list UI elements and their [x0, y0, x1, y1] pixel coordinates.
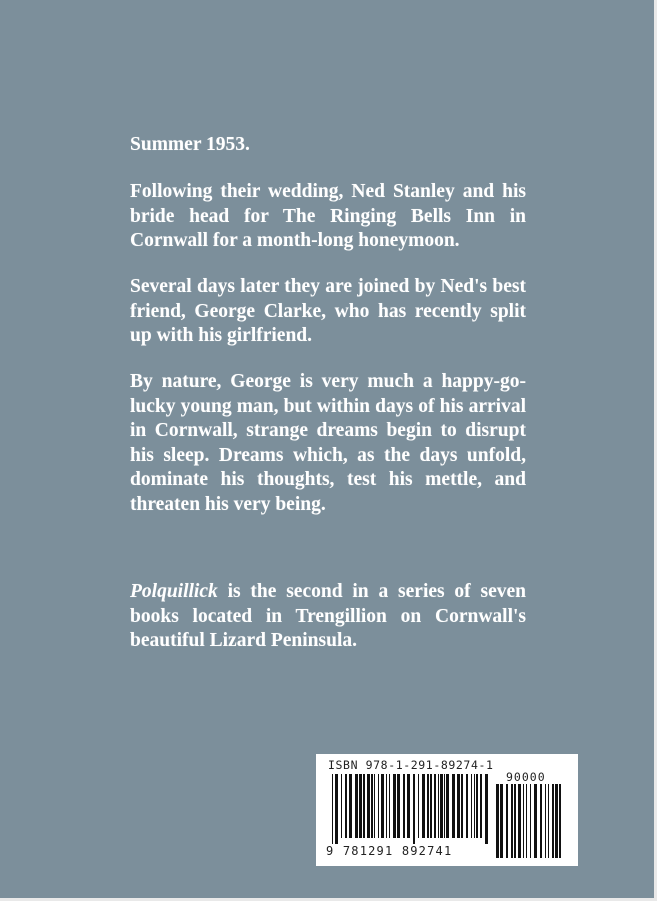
blurb-paragraph-3: By nature, George is very much a happy-go-lucky young man, but within days of his arrival in Cornwall, strange dreams begin to disrupt his sleep. Dreams which, as the days unfold, dominate his thoughts, test his mettle, and threaten his very being. [130, 371, 526, 515]
series-note [130, 580, 526, 654]
series-title: Polquillick [130, 581, 218, 602]
main-barcode-bars-graphic [332, 774, 492, 844]
price-code: 90000 [506, 770, 546, 784]
blurb-paragraph-2: Several days later they are joined by Ned's best friend, George Clarke, who has recently split up with his girlfriend. [130, 276, 526, 346]
isbn-label: ISBN 978-1-291-89274-1 [328, 758, 494, 772]
addon-barcode-bars-graphic [496, 784, 566, 858]
barcode-digits: 9 781291 892741 [326, 844, 453, 858]
dateline: Summer 1953. [130, 134, 250, 155]
isbn-barcode [316, 754, 578, 866]
series-note-text: is the second in a series of seven books located in Trengillion on Cornwall's beautiful Lizard Peninsula. [130, 581, 526, 651]
blurb-paragraph-1: Following their wedding, Ned Stanley and his bride head for The Ringing Bells Inn in Cornwall for a month-long honeymoon. [130, 181, 526, 251]
